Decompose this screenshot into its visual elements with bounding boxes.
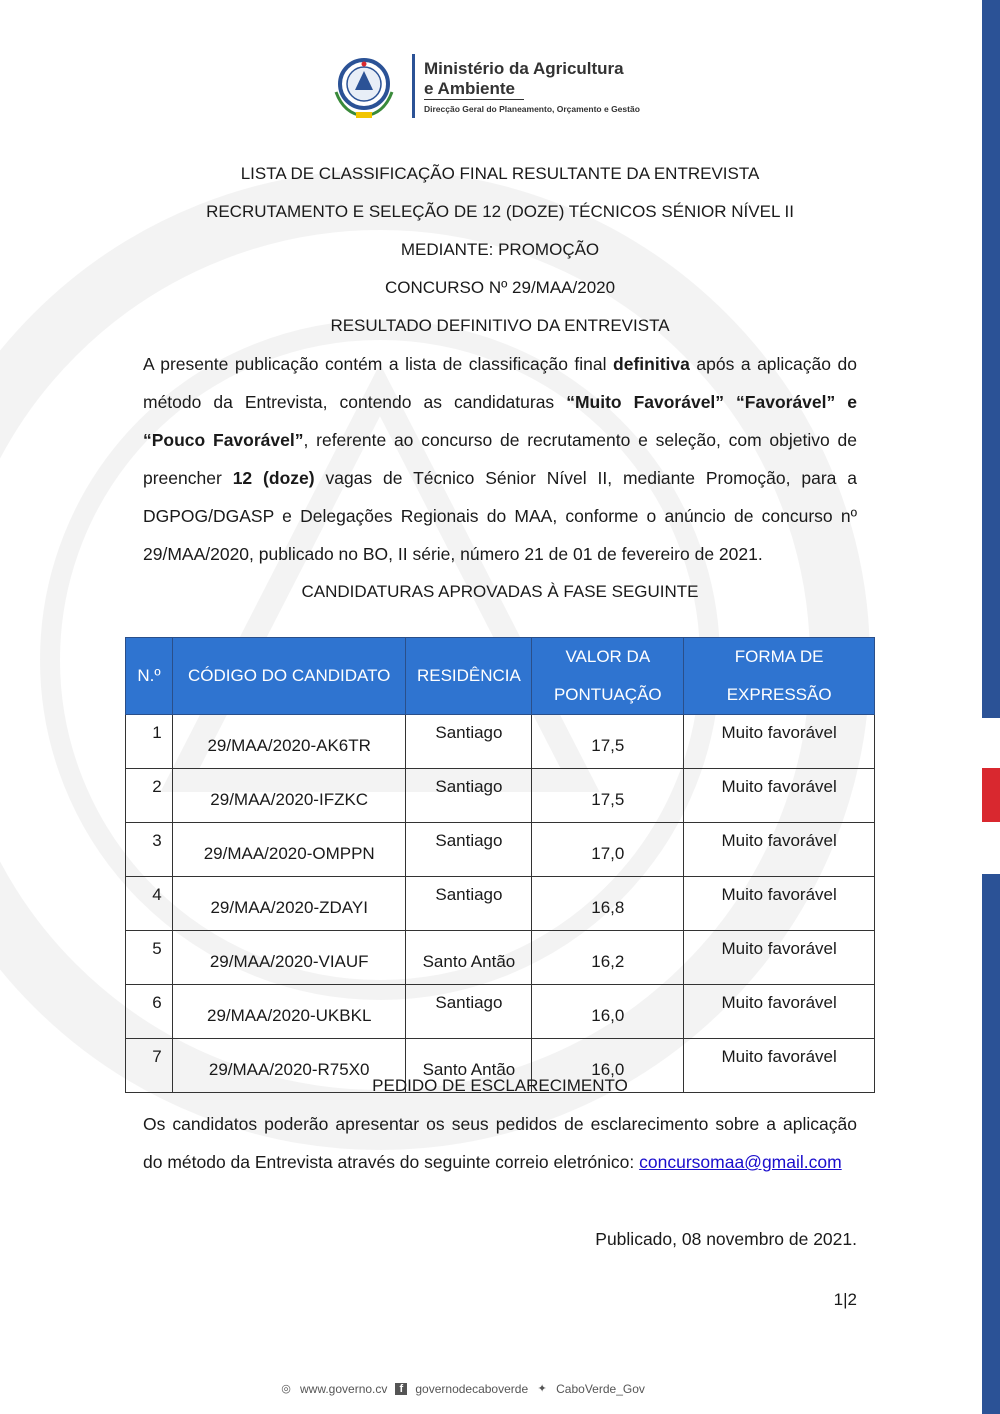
cell-score: 16,2 — [532, 931, 684, 985]
cell-residence: Santo Antão — [406, 931, 532, 985]
cell-residence: Santiago — [406, 769, 532, 823]
footer — [280, 1382, 645, 1396]
ministry-name-line1: Ministério da Agricultura — [424, 59, 624, 78]
cell-expression: Muito favorável — [684, 769, 875, 823]
table-row — [126, 715, 875, 769]
cell-residence: Santiago — [406, 823, 532, 877]
title-line-5: RESULTADO DEFINITIVO DA ENTREVISTA — [330, 316, 670, 335]
footer-twitter[interactable]: CaboVerde_Gov — [556, 1382, 645, 1396]
cell-candidate-code: 29/MAA/2020-OMPPN — [172, 823, 406, 877]
cell-expression: Muito favorável — [684, 877, 875, 931]
title-line-3: MEDIANTE: PROMOÇÃO — [400, 240, 600, 259]
table-row — [126, 877, 875, 931]
footer-website[interactable]: www.governo.cv — [300, 1382, 388, 1396]
header-candidate-code: CÓDIGO DO CANDIDATO — [172, 638, 406, 715]
email-link[interactable]: concursomaa@gmail.com — [639, 1152, 842, 1172]
cell-score: 17,5 — [532, 769, 684, 823]
cell-score: 17,0 — [532, 823, 684, 877]
facebook-icon: f — [395, 1383, 407, 1395]
cell-number: 6 — [126, 985, 173, 1039]
header-residence: RESIDÊNCIA — [406, 638, 532, 715]
cell-residence: Santiago — [406, 877, 532, 931]
title-line-1: LISTA DE CLASSIFICAÇÃO FINAL RESULTANTE DA ENTREVISTA — [240, 164, 760, 183]
cell-number: 5 — [126, 931, 173, 985]
intro-paragraph: A presente publicação contém a lista de classificação final definitiva após a aplicação do método da Entrevista, contendo as candidaturas “Muito Favorável” “Favorável” e “Pouco Favorável”, referente ao concurso de recrutamento e seleção, com objetivo de preencher 12 (doze) vagas de Técnico Sénior Nível II, mediante Promoção, para a DGPOG/DGASP e Delegações Regionais do MAA, conforme o anúncio de concurso nº 29/MAA/2020, publicado no BO, II série, número 21 de 01 de fevereiro de 2021. — [143, 354, 857, 564]
cell-residence: Santiago — [406, 715, 532, 769]
cell-expression: Muito favorável — [684, 985, 875, 1039]
cell-score: 17,5 — [532, 715, 684, 769]
page-number: 1|2 — [833, 1290, 857, 1309]
table-row — [126, 931, 875, 985]
cell-residence: Santo Antão — [406, 1039, 532, 1093]
table-row — [126, 823, 875, 877]
cell-score: 16,8 — [532, 877, 684, 931]
twitter-icon: ✦ — [537, 1383, 547, 1395]
cell-number: 2 — [126, 769, 173, 823]
cell-score: 16,0 — [532, 1039, 684, 1093]
cell-number: 7 — [126, 1039, 173, 1093]
cell-expression: Muito favorável — [684, 715, 875, 769]
cell-candidate-code: 29/MAA/2020-UKBKL — [172, 985, 406, 1039]
table-row — [126, 769, 875, 823]
cell-number: 3 — [126, 823, 173, 877]
cell-expression: Muito favorável — [684, 823, 875, 877]
direction-name: Direcção Geral do Planeamento, Orçamento e Gestão — [424, 104, 640, 114]
side-bar-red — [982, 768, 1000, 822]
clarification-title: PEDIDO DE ESCLARECIMENTO — [372, 1076, 628, 1095]
ministry-header — [326, 52, 686, 122]
side-bar-blue-top — [982, 0, 1000, 718]
publication-date: Publicado, 08 novembro de 2021. — [595, 1229, 857, 1249]
ministry-name-line2: e Ambiente — [424, 80, 524, 100]
candidates-table — [125, 637, 875, 1093]
globe-icon: ◎ — [281, 1383, 291, 1395]
cell-number: 1 — [126, 715, 173, 769]
cell-candidate-code: 29/MAA/2020-AK6TR — [172, 715, 406, 769]
footer-facebook[interactable]: governodecaboverde — [415, 1382, 529, 1396]
title-line-4: CONCURSO Nº 29/MAA/2020 — [384, 278, 616, 297]
cell-number: 4 — [126, 877, 173, 931]
cell-residence: Santiago — [406, 985, 532, 1039]
title-line-2: RECRUTAMENTO E SELEÇÃO DE 12 (DOZE) TÉCNICOS SÉNIOR NÍVEL II — [206, 202, 794, 221]
section-title: CANDIDATURAS APROVADAS À FASE SEGUINTE — [301, 582, 699, 601]
side-bar-blue-bottom — [982, 874, 1000, 1414]
table-row — [126, 985, 875, 1039]
table-header-row — [126, 638, 875, 715]
cell-score: 16,0 — [532, 985, 684, 1039]
cell-candidate-code: 29/MAA/2020-VIAUF — [172, 931, 406, 985]
cell-candidate-code: 29/MAA/2020-R75X0 — [172, 1039, 406, 1093]
cell-candidate-code: 29/MAA/2020-IFZKC — [172, 769, 406, 823]
header-divider — [412, 54, 415, 118]
header-expression: FORMA DE EXPRESSÃO — [684, 638, 875, 715]
cell-expression: Muito favorável — [684, 931, 875, 985]
clarification-paragraph: Os candidatos poderão apresentar os seus pedidos de esclarecimento sobre a aplicação do método da Entrevista através do seguinte correio eletrónico: concursomaa@gmail.com — [143, 1114, 857, 1172]
cell-expression: Muito favorável — [684, 1039, 875, 1093]
header-number: N.º — [126, 638, 173, 715]
cabo-verde-emblem-icon — [326, 52, 402, 120]
cell-candidate-code: 29/MAA/2020-ZDAYI — [172, 877, 406, 931]
header-score: VALOR DA PONTUAÇÃO — [532, 638, 684, 715]
